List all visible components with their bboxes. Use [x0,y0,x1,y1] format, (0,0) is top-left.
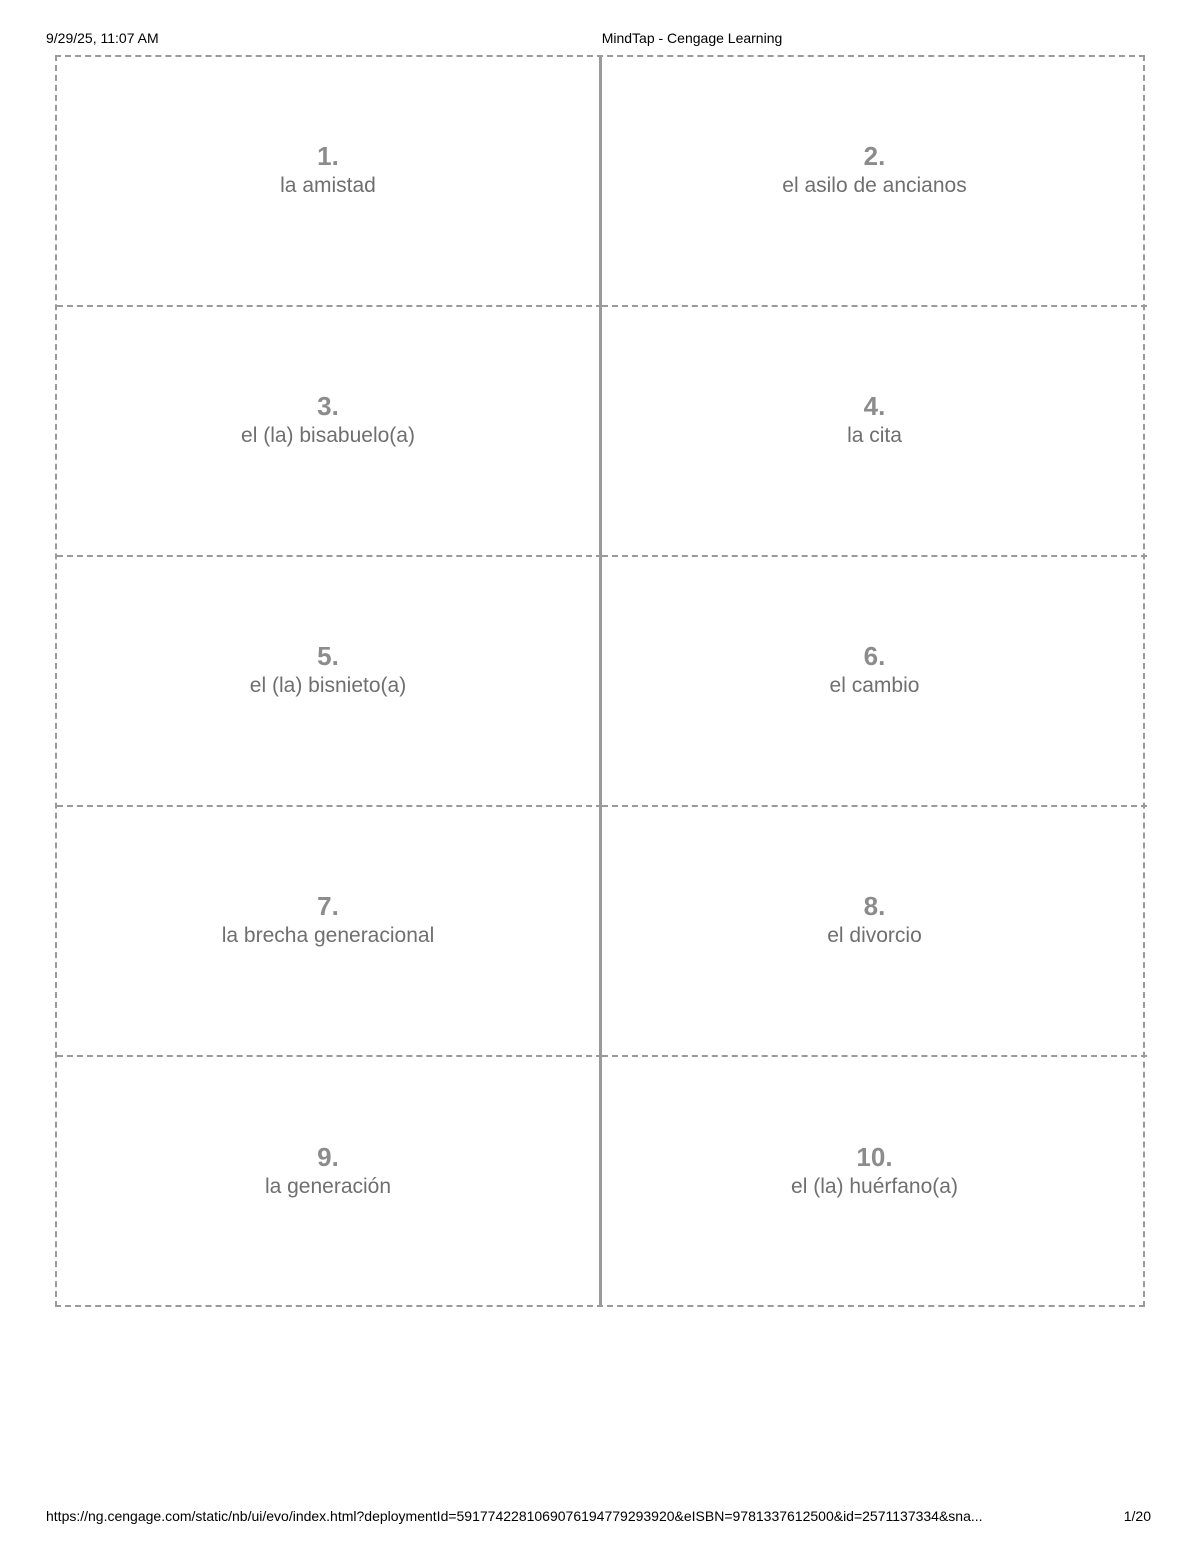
card-number: 8. [863,891,886,921]
card-term: la generación [264,1175,392,1198]
flashcard-10[interactable] [602,1057,1147,1307]
card-term: el (la) huérfano(a) [791,1175,958,1198]
card-number: 6. [863,641,886,671]
card-term: el cambio [829,674,920,697]
print-header [0,30,1200,48]
card-number: 5. [317,641,339,671]
card-number: 9. [317,1142,339,1172]
card-number: 7. [317,891,339,921]
page-url: https://ng.cengage.com/static/nb/ui/evo/index.html?deploymentId=5917742281069076194779293920&eISBN=9781337612500&id=2571137334&sna... [46,1508,983,1524]
card-number: 10. [856,1142,893,1172]
flashcard-4[interactable] [602,307,1147,557]
page-title: MindTap - Cengage Learning [601,30,783,46]
card-number: 2. [863,141,886,171]
card-term: la brecha generacional [221,924,435,947]
card-number: 4. [863,391,886,421]
flashcard-5[interactable] [57,557,602,807]
print-footer [0,1508,1200,1526]
card-number: 3. [317,391,339,421]
card-term: la cita [847,424,902,447]
card-term: la amistad [280,174,376,197]
flashcard-2[interactable] [602,57,1147,307]
card-term: el (la) bisabuelo(a) [241,424,415,447]
print-datetime: 9/29/25, 11:07 AM [46,30,159,46]
flashcard-8[interactable] [602,807,1147,1057]
flashcard-7[interactable] [57,807,602,1057]
flashcard-6[interactable] [602,557,1147,807]
flashcard-1[interactable] [57,57,602,307]
card-term: el asilo de ancianos [782,174,967,197]
flashcard-3[interactable] [57,307,602,557]
card-number: 1. [317,141,339,171]
page-number: 1/20 [1123,1508,1151,1524]
flashcard-grid [55,55,1145,1307]
card-term: el (la) bisnieto(a) [249,674,407,697]
card-term: el divorcio [827,924,922,947]
flashcard-9[interactable] [57,1057,602,1307]
